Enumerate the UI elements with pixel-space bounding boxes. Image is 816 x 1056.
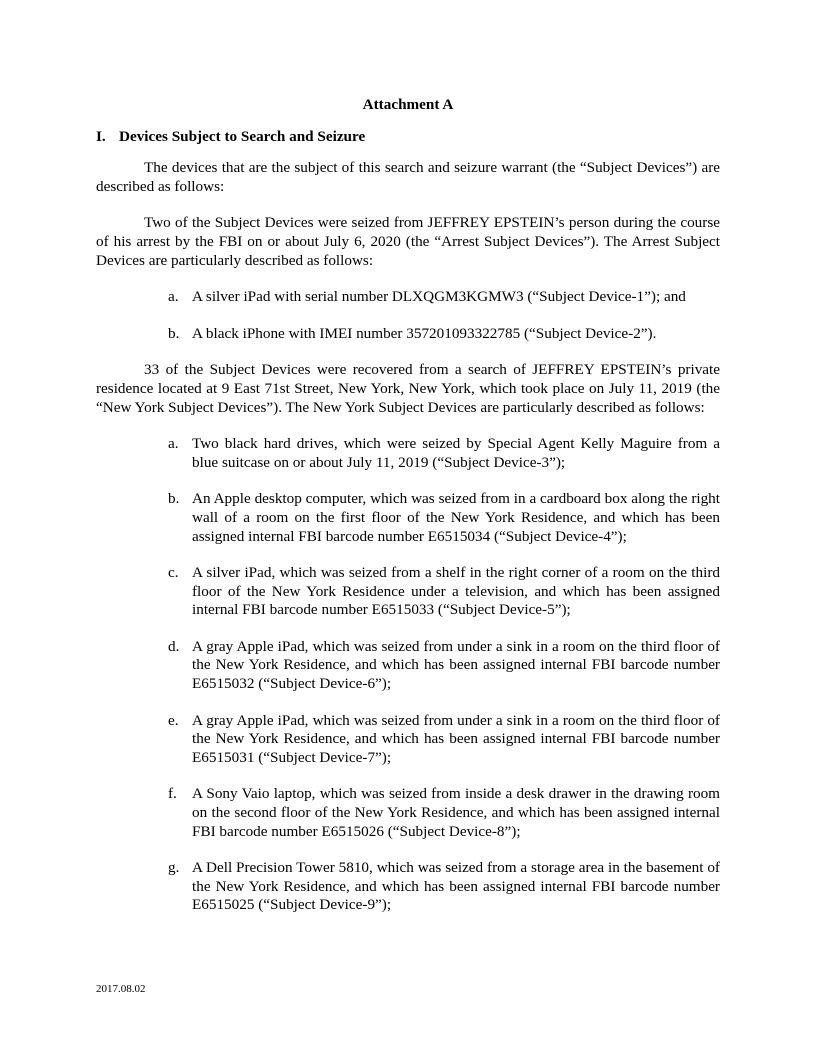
list-item [96, 638, 720, 694]
list-item-text: A silver iPad, which was seized from a shelf in the right corner of a room on the third floor of the New York Residence under a television, and which has been assigned internal FBI barcode number E6515033 (“Subject Device-5”); [192, 564, 720, 619]
list-item-text: A Sony Vaio laptop, which was seized from inside a desk drawer in the drawing room on the second floor of the New York Residence, and which has been assigned internal FBI barcode number E6515026 (“Subject Device-8”); [192, 785, 720, 840]
list-marker: a. [168, 435, 179, 453]
list-item [96, 435, 720, 472]
list-item-text: A Dell Precision Tower 5810, which was seized from a storage area in the basement of the New York Residence, and which has been assigned internal FBI barcode number E6515025 (“Subject Device-9”); [192, 859, 720, 914]
section-number: I. [96, 127, 106, 145]
list-marker: b. [168, 324, 180, 342]
arrest-devices-list [96, 288, 720, 343]
list-item-text: An Apple desktop computer, which was seized from in a cardboard box along the right wall of a room on the first floor of the New York Residence, and which has been assigned internal FBI barcode number E6515034 (“Subject Device-4”); [192, 490, 720, 545]
list-item [96, 490, 720, 546]
list-item [96, 325, 720, 344]
document-page [96, 96, 720, 933]
list-marker: a. [168, 288, 179, 306]
ny-devices-list [96, 435, 720, 915]
section-heading-text: Devices Subject to Search and Seizure [119, 127, 366, 145]
list-marker: b. [168, 490, 180, 508]
list-marker: d. [168, 637, 180, 655]
intro-paragraph: The devices that are the subject of this search and seizure warrant (the “Subject Devices”) are described as follows: [96, 159, 720, 195]
footer-version: 2017.08.02 [96, 983, 146, 995]
list-item [96, 712, 720, 768]
list-item-text: A gray Apple iPad, which was seized from under a sink in a room on the third floor of the New York Residence, and which has been assigned internal FBI barcode number E6515031 (“Subject Device-7”); [192, 711, 720, 766]
list-item-text: A black iPhone with IMEI number 357201093322785 (“Subject Device-2”). [192, 324, 657, 342]
list-marker: f. [168, 785, 177, 803]
list-item [96, 288, 720, 307]
list-item-text: A gray Apple iPad, which was seized from under a sink in a room on the third floor of the New York Residence, and which has been assigned internal FBI barcode number E6515032 (“Subject Device-6”); [192, 637, 720, 693]
list-item [96, 785, 720, 841]
list-marker: e. [168, 711, 179, 729]
list-item-text: A silver iPad with serial number DLXQGM3KGMW3 (“Subject Device-1”); and [192, 288, 686, 306]
page-title: Attachment A [362, 96, 454, 113]
list-marker: c. [168, 564, 179, 582]
list-item [96, 859, 720, 915]
list-item [96, 564, 720, 620]
list-item-text: Two black hard drives, which were seized by Special Agent Kelly Maguire from a blue suitcase on or about July 11, 2019 (“Subject Device-3”); [192, 435, 720, 471]
list-marker: g. [168, 859, 180, 877]
ny-devices-paragraph: 33 of the Subject Devices were recovered from a search of JEFFREY EPSTEIN’s private residence located at 9 East 71st Street, New York, New York, which took place on July 11, 2019 (the “New York Subject Devices”). The New York Subject Devices are particularly described as follows: [96, 361, 720, 416]
arrest-devices-paragraph: Two of the Subject Devices were seized from JEFFREY EPSTEIN’s person during the course of his arrest by the FBI on or about July 6, 2020 (the “Arrest Subject Devices”). The Arrest Subject Devices are particularly described as follows: [96, 214, 720, 269]
section-heading [96, 128, 720, 147]
